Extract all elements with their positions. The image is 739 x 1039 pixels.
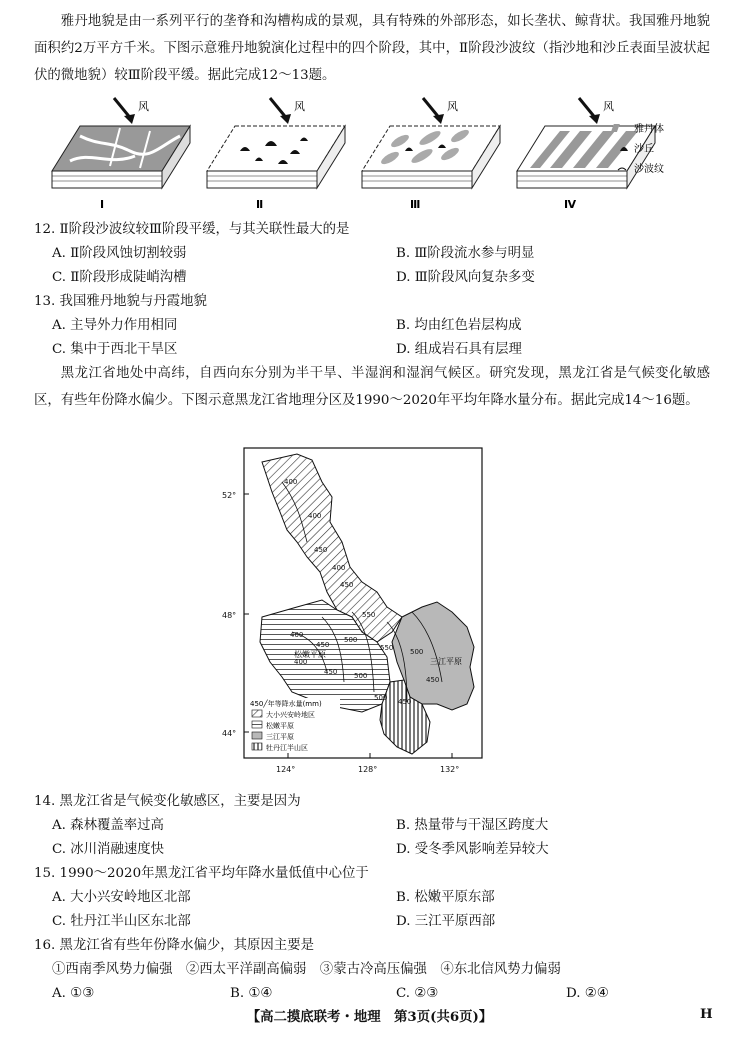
legend-ripple: 沙波纹	[634, 164, 664, 175]
legend-item-khingan: 大小兴安岭地区	[266, 711, 315, 719]
q14-stem: 14. 黑龙江省是气候变化敏感区，主要是因为	[34, 794, 301, 809]
map-legend	[248, 698, 340, 756]
legend-swatch-songnen	[252, 721, 262, 728]
lat-label-52: 52°	[222, 491, 237, 500]
isohyet-label: 400	[294, 658, 308, 666]
isohyet-label: 550	[380, 644, 394, 652]
q12-option-b[interactable]: B. Ⅲ阶段流水参与明显	[396, 246, 535, 261]
isohyet-label: 500	[344, 636, 358, 644]
page-footer: 【高二摸底联考・地理 第3页(共6页)】	[246, 1009, 493, 1025]
heilongjiang-map	[212, 442, 492, 786]
q16-option-a[interactable]: A. ①③	[52, 986, 95, 1001]
stage-2-block	[207, 98, 345, 188]
lon-label-128: 128°	[358, 765, 378, 774]
q15-stem: 15. 1990～2020年黑龙江省平均年降水量低值中心位于	[34, 866, 369, 881]
q13-option-d[interactable]: D. 组成岩石具有层理	[396, 342, 522, 357]
isohyet-label: 400	[290, 631, 304, 639]
q13-option-c[interactable]: C. 集中于西北干旱区	[52, 342, 178, 357]
passage-heilongjiang: 黑龙江省地处中高纬，自西向东分别为半干旱、半湿润和湿润气候区。研究发现，黑龙江省是气候变化敏感区，有些年份降水偏少。下图示意黑龙江省地理分区及1990～2020年平均年降水量分布。据此完成14～16题。	[34, 366, 710, 408]
isohyet-label: 400	[284, 478, 298, 486]
lat-label-44: 44°	[222, 729, 237, 738]
isohyet-label: 500	[354, 672, 368, 680]
lon-label-132: 132°	[440, 765, 460, 774]
q15-option-a[interactable]: A. 大小兴安岭地区北部	[52, 890, 191, 905]
isohyet-label: 400	[308, 512, 322, 520]
passage-yardang: 雅丹地貌是由一系列平行的垄脊和沟槽构成的景观，具有特殊的外部形态，如长垄状、鲸背状。我国雅丹地貌面积约2万平方千米。下图示意雅丹地貌演化过程中的四个阶段，其中，Ⅱ阶段沙波纹（指沙地和沙丘表面呈波状起伏的微地貌）较Ⅲ阶段平缓。据此完成12～13题。	[34, 14, 710, 83]
stage-label-4: Ⅳ	[564, 198, 577, 211]
q15-option-b[interactable]: B. 松嫩平原东部	[396, 890, 495, 905]
isohyet-label: 450	[426, 676, 440, 684]
wind-label-1: 风	[138, 100, 149, 113]
q14-option-c[interactable]: C. 冰川消融速度快	[52, 842, 165, 857]
q14-option-a[interactable]: A. 森林覆盖率过高	[52, 818, 164, 833]
q15-option-d[interactable]: D. 三江平原西部	[396, 914, 496, 929]
legend-item-sanjiang: 三江平原	[266, 733, 294, 741]
lat-label-48: 48°	[222, 611, 237, 620]
region-label-sanjiang: 三江平原	[430, 657, 462, 666]
stage-label-2: Ⅱ	[256, 198, 264, 211]
stage-3-block	[362, 98, 500, 188]
isohyet-label: 500	[410, 648, 424, 656]
yardang-stages-figure	[40, 96, 680, 214]
q13-stem: 13. 我国雅丹地貌与丹霞地貌	[34, 294, 207, 309]
isohyet-label: 450	[324, 668, 338, 676]
q16-option-b[interactable]: B. ①④	[230, 986, 273, 1001]
legend-dune: 沙丘	[634, 144, 654, 155]
q14-option-d[interactable]: D. 受冬季风影响差异较大	[396, 842, 549, 857]
isohyet-label: 450	[314, 546, 328, 554]
isohyet-label: 450	[340, 581, 354, 589]
q12-option-a[interactable]: A. Ⅱ阶段风蚀切割较弱	[52, 246, 187, 261]
q12-option-c[interactable]: C. Ⅱ阶段形成陡峭沟槽	[52, 270, 187, 285]
isohyet-label: 550	[362, 611, 376, 619]
q13-option-a[interactable]: A. 主导外力作用相同	[52, 318, 178, 333]
q14-option-b[interactable]: B. 热量带与干湿区跨度大	[396, 818, 549, 833]
q13-option-b[interactable]: B. 均由红色岩层构成	[396, 318, 522, 333]
legend-title: 450╱年等降水量(mm)	[250, 700, 322, 708]
wind-label-2: 风	[294, 100, 305, 113]
q16-option-c[interactable]: C. ②③	[396, 986, 439, 1001]
wind-label-4: 风	[603, 100, 614, 113]
stage-1-block	[52, 98, 190, 188]
stage-label-3: Ⅲ	[410, 198, 421, 211]
isohyet-label: 400	[332, 564, 346, 572]
q16-stem: 16. 黑龙江省有些年份降水偏少，其原因主要是	[34, 938, 314, 953]
wind-label-3: 风	[447, 100, 458, 113]
paper-code: H	[700, 1006, 713, 1022]
legend-swatch-sanjiang	[252, 732, 262, 739]
q16-items: ①西南季风势力偏强 ②西太平洋副高偏弱 ③蒙古冷高压偏强 ④东北信风势力偏弱	[52, 962, 561, 977]
legend-yardang: 雅丹体	[634, 124, 664, 135]
q12-option-d[interactable]: D. Ⅲ阶段风向复杂多变	[396, 270, 535, 285]
legend-swatch-khingan	[252, 710, 262, 717]
isohyet-label: 500	[374, 694, 388, 702]
q12-stem: 12. Ⅱ阶段沙波纹较Ⅲ阶段平缓，与其关联性最大的是	[34, 222, 350, 237]
legend-item-mudanjiang: 牡丹江半山区	[266, 744, 308, 752]
q16-option-d[interactable]: D. ②④	[566, 986, 609, 1001]
legend-swatch-mudanjiang	[252, 743, 262, 750]
q15-option-c[interactable]: C. 牡丹江半山区东北部	[52, 914, 191, 929]
isohyet-label: 450	[398, 698, 412, 706]
lon-label-124: 124°	[276, 765, 296, 774]
stage-label-1: Ⅰ	[100, 198, 105, 211]
isohyet-label: 450	[316, 641, 330, 649]
region-label-songnen: 松嫩平原	[294, 650, 326, 659]
legend-item-songnen: 松嫩平原	[266, 722, 294, 730]
